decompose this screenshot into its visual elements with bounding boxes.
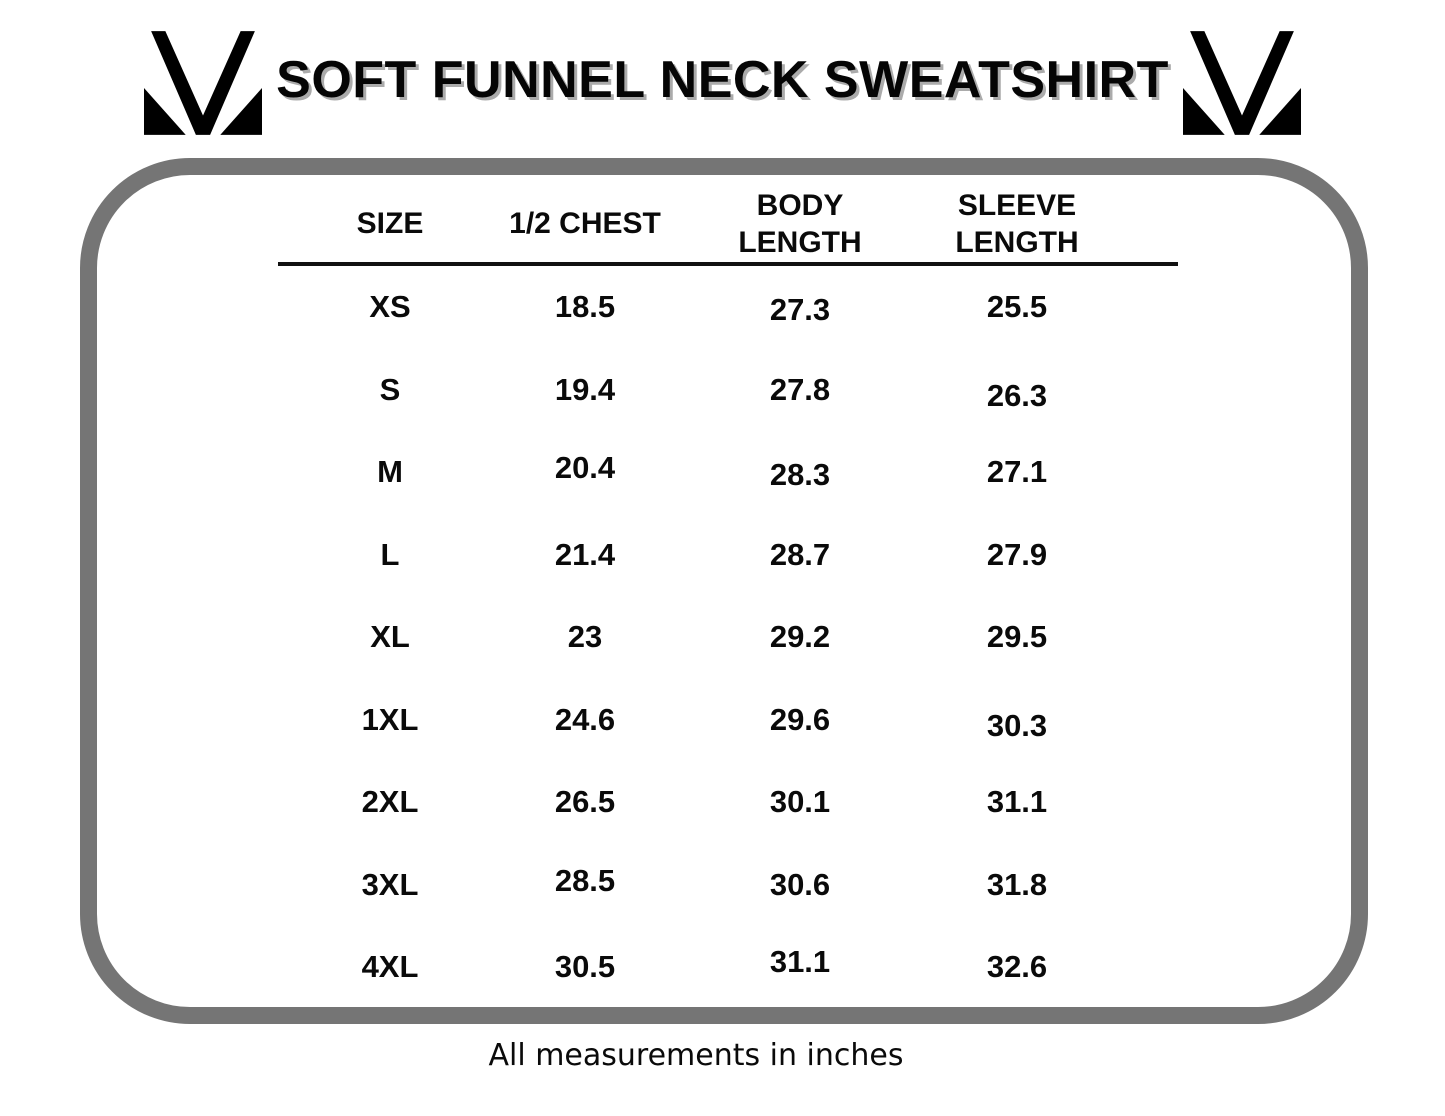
size-label: 4XL <box>361 949 419 985</box>
measurement-value: 30.5 <box>554 949 616 985</box>
table-row <box>278 844 1178 927</box>
size-label: XL <box>370 619 410 655</box>
measurement-value: 30.3 <box>986 707 1048 743</box>
table-row <box>278 514 1178 597</box>
table-row <box>278 349 1178 432</box>
measurement-value: 26.3 <box>986 377 1048 413</box>
measurement-value: 29.2 <box>769 619 831 655</box>
size-label: 2XL <box>361 784 419 820</box>
measurement-value: 25.5 <box>986 289 1048 325</box>
measurement-value: 24.6 <box>554 701 616 737</box>
measurement-value: 27.3 <box>769 292 831 328</box>
measurement-value: 28.5 <box>554 862 616 898</box>
measurement-value: 28.3 <box>769 457 831 493</box>
size-label: 1XL <box>361 701 419 737</box>
measurement-value: 27.8 <box>769 371 831 407</box>
measurement-value: 20.4 <box>554 450 616 486</box>
size-chart-table <box>278 186 1178 1009</box>
table-row <box>278 761 1178 844</box>
measurement-value: 26.5 <box>554 784 616 820</box>
measurement-value: 31.1 <box>986 784 1048 820</box>
table-row <box>278 596 1178 679</box>
column-header: SIZE <box>356 207 424 241</box>
measurement-value: 19.4 <box>554 371 616 407</box>
size-label: S <box>379 371 401 407</box>
column-header: BODY LENGTH <box>738 188 862 259</box>
title-bar <box>0 24 1445 136</box>
column-header: SLEEVE LENGTH <box>955 188 1079 259</box>
measurement-value: 29.6 <box>769 701 831 737</box>
measurement-value: 32.6 <box>986 949 1048 985</box>
measurement-value: 23 <box>567 619 603 655</box>
brand-m-logo-left-icon <box>144 30 262 142</box>
measurement-value: 27.9 <box>986 536 1048 572</box>
brand-m-logo-right-icon <box>1183 30 1301 142</box>
size-label: 3XL <box>361 866 419 902</box>
measurement-value: 18.5 <box>554 289 616 325</box>
measurement-value: 28.7 <box>769 536 831 572</box>
column-header: 1/2 CHEST <box>509 207 661 241</box>
measurement-value: 29.5 <box>986 619 1048 655</box>
size-label: L <box>380 536 400 572</box>
measurement-value: 30.1 <box>769 784 831 820</box>
page-title: SOFT FUNNEL NECK SWEATSHIRT <box>276 51 1169 109</box>
table-header-row <box>278 186 1178 262</box>
measurement-value: 31.8 <box>986 866 1048 902</box>
measurement-value: 31.1 <box>769 944 831 980</box>
measurement-value: 27.1 <box>986 454 1048 490</box>
size-label: M <box>377 454 403 490</box>
table-row <box>278 431 1178 514</box>
table-row <box>278 266 1178 349</box>
measurements-note: All measurements in inches <box>488 1038 904 1073</box>
table-row <box>278 679 1178 762</box>
measurement-value: 30.6 <box>769 866 831 902</box>
table-row <box>278 926 1178 1009</box>
table-body <box>278 266 1178 1009</box>
measurement-value: 21.4 <box>554 536 616 572</box>
size-label: XS <box>369 289 411 325</box>
